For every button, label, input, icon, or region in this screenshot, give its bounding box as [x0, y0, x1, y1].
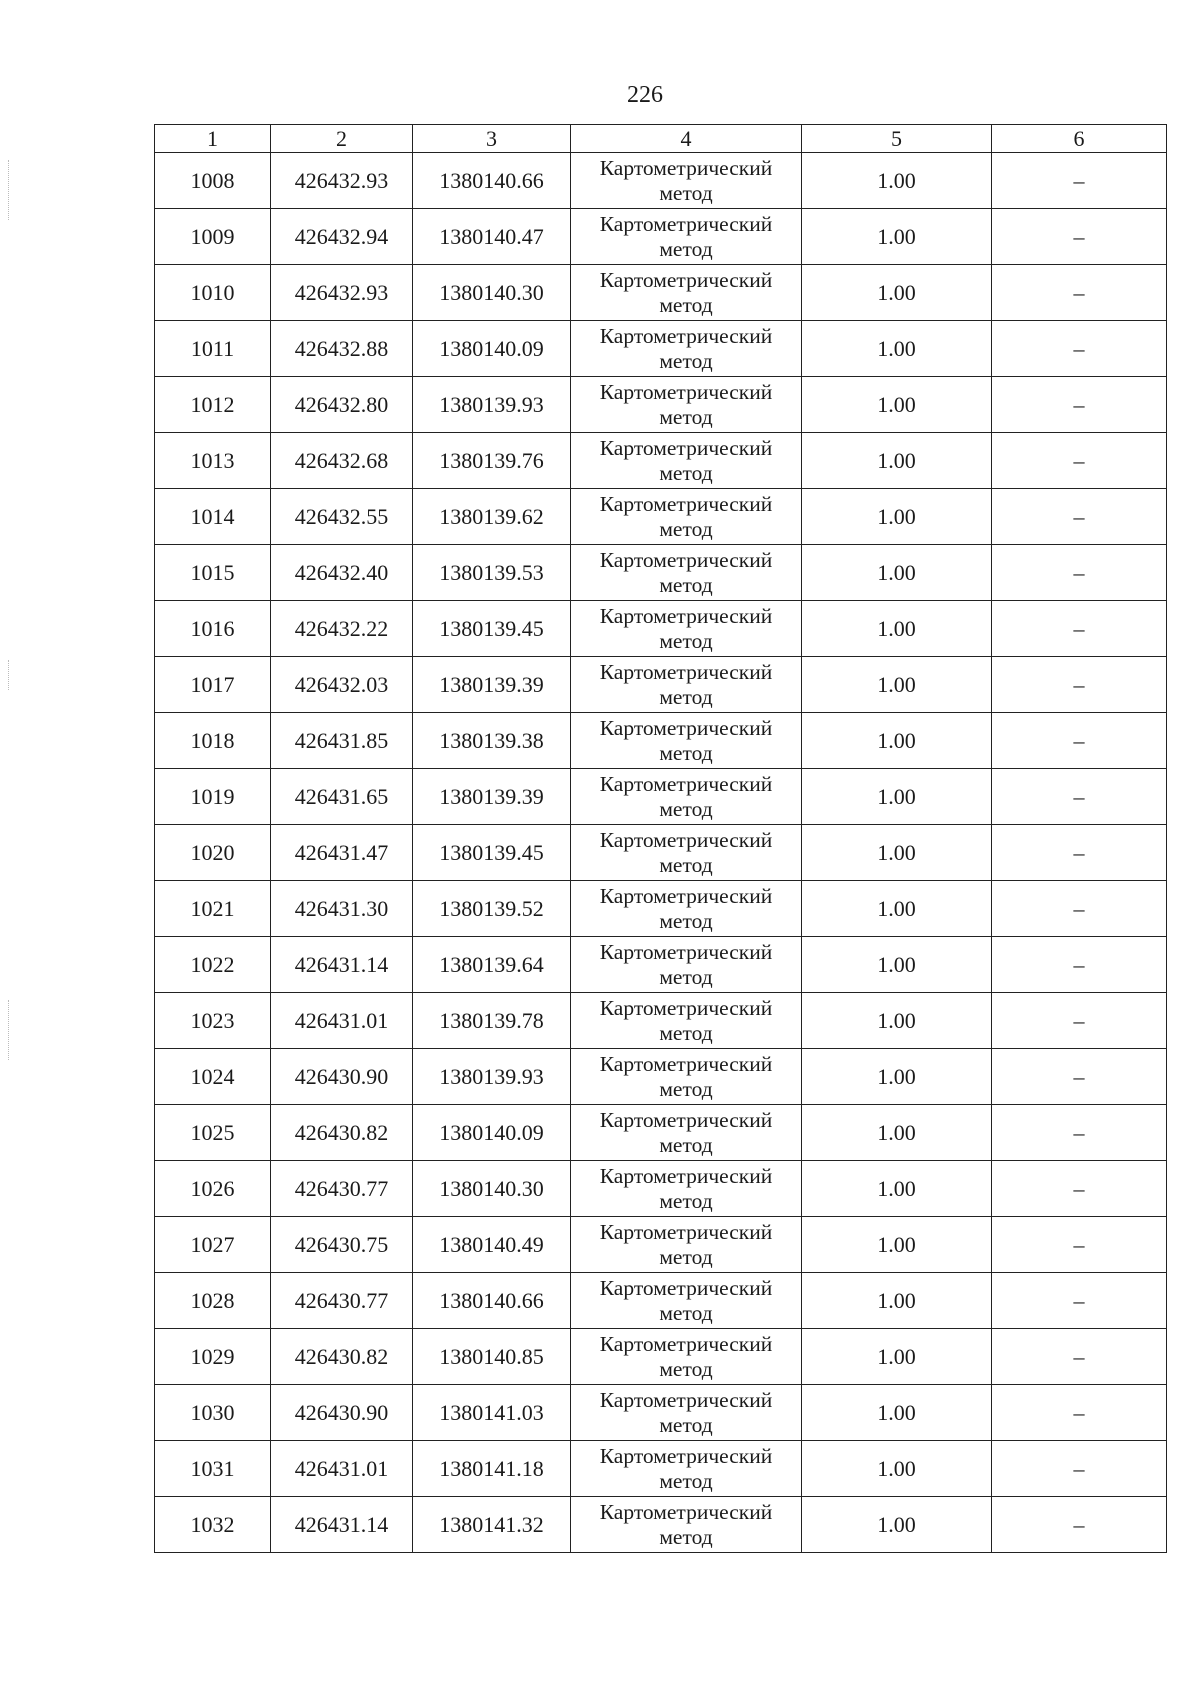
coordinate-y-cell: 1380140.66 — [413, 1273, 571, 1329]
method-line-1: Картометрический — [599, 267, 773, 292]
method-line-1: Картометрический — [599, 715, 773, 740]
point-number-cell: 1016 — [155, 601, 271, 657]
note-cell: – — [992, 1273, 1167, 1329]
point-number-cell: 1014 — [155, 489, 271, 545]
method-line-1: Картометрический — [599, 603, 773, 628]
coordinate-y-cell: 1380141.03 — [413, 1385, 571, 1441]
table-row — [155, 993, 1167, 1049]
method-line-2: метод — [659, 1132, 713, 1157]
method-line-1: Картометрический — [599, 379, 773, 404]
coordinate-x-cell: 426430.77 — [271, 1161, 413, 1217]
note-cell: – — [992, 209, 1167, 265]
coordinate-y-cell: 1380140.47 — [413, 209, 571, 265]
point-number-cell: 1013 — [155, 433, 271, 489]
note-cell: – — [992, 1385, 1167, 1441]
point-number-cell: 1031 — [155, 1441, 271, 1497]
point-number-cell: 1018 — [155, 713, 271, 769]
table-row — [155, 1385, 1167, 1441]
coordinate-x-cell: 426431.14 — [271, 1497, 413, 1553]
coordinate-y-cell: 1380140.09 — [413, 1105, 571, 1161]
method-line-1: Картометрический — [599, 1275, 773, 1300]
accuracy-cell: 1.00 — [802, 1049, 992, 1105]
coordinate-x-cell: 426432.93 — [271, 265, 413, 321]
method-line-1: Картометрический — [599, 547, 773, 572]
table-row — [155, 1049, 1167, 1105]
coordinate-x-cell: 426430.82 — [271, 1105, 413, 1161]
method-line-1: Картометрический — [599, 883, 773, 908]
accuracy-cell: 1.00 — [802, 769, 992, 825]
method-cell — [571, 433, 802, 489]
coordinate-y-cell: 1380140.85 — [413, 1329, 571, 1385]
method-cell — [571, 321, 802, 377]
method-cell — [571, 1161, 802, 1217]
accuracy-cell: 1.00 — [802, 1273, 992, 1329]
method-line-2: метод — [659, 1020, 713, 1045]
column-header: 6 — [992, 125, 1167, 153]
table-row — [155, 601, 1167, 657]
accuracy-cell: 1.00 — [802, 1105, 992, 1161]
method-cell — [571, 209, 802, 265]
method-line-2: метод — [659, 1412, 713, 1437]
coordinate-y-cell: 1380139.93 — [413, 377, 571, 433]
method-line-2: метод — [659, 348, 713, 373]
table-row — [155, 153, 1167, 209]
point-number-cell: 1021 — [155, 881, 271, 937]
table-row — [155, 1441, 1167, 1497]
method-cell — [571, 265, 802, 321]
method-line-2: метод — [659, 236, 713, 261]
accuracy-cell: 1.00 — [802, 377, 992, 433]
method-line-2: метод — [659, 404, 713, 429]
point-number-cell: 1009 — [155, 209, 271, 265]
column-number-row — [155, 125, 1167, 153]
method-line-2: метод — [659, 1076, 713, 1101]
method-line-2: метод — [659, 516, 713, 541]
method-line-1: Картометрический — [599, 155, 773, 180]
method-line-2: метод — [659, 1524, 713, 1549]
coordinate-y-cell: 1380139.38 — [413, 713, 571, 769]
note-cell: – — [992, 153, 1167, 209]
accuracy-cell: 1.00 — [802, 1161, 992, 1217]
point-number-cell: 1011 — [155, 321, 271, 377]
column-header: 1 — [155, 125, 271, 153]
coordinate-x-cell: 426430.90 — [271, 1049, 413, 1105]
coordinate-x-cell: 426431.01 — [271, 1441, 413, 1497]
accuracy-cell: 1.00 — [802, 825, 992, 881]
method-line-2: метод — [659, 852, 713, 877]
point-number-cell: 1028 — [155, 1273, 271, 1329]
method-line-1: Картометрический — [599, 939, 773, 964]
point-number-cell: 1020 — [155, 825, 271, 881]
method-cell — [571, 937, 802, 993]
note-cell: – — [992, 265, 1167, 321]
method-line-1: Картометрический — [599, 1387, 773, 1412]
method-cell — [571, 1329, 802, 1385]
coordinate-x-cell: 426430.75 — [271, 1217, 413, 1273]
scan-margin-mark — [8, 1000, 11, 1060]
coordinate-y-cell: 1380139.45 — [413, 601, 571, 657]
coordinate-x-cell: 426432.88 — [271, 321, 413, 377]
point-number-cell: 1027 — [155, 1217, 271, 1273]
accuracy-cell: 1.00 — [802, 937, 992, 993]
table-row — [155, 1329, 1167, 1385]
method-cell — [571, 545, 802, 601]
coordinate-y-cell: 1380139.64 — [413, 937, 571, 993]
coordinate-y-cell: 1380139.39 — [413, 657, 571, 713]
note-cell: – — [992, 1441, 1167, 1497]
method-cell — [571, 1385, 802, 1441]
method-cell — [571, 377, 802, 433]
method-cell — [571, 489, 802, 545]
note-cell: – — [992, 545, 1167, 601]
method-line-1: Картометрический — [599, 1163, 773, 1188]
accuracy-cell: 1.00 — [802, 321, 992, 377]
method-line-2: метод — [659, 1468, 713, 1493]
note-cell: – — [992, 1049, 1167, 1105]
method-line-2: метод — [659, 964, 713, 989]
accuracy-cell: 1.00 — [802, 1441, 992, 1497]
table-row — [155, 489, 1167, 545]
page-number: 226 — [627, 82, 663, 108]
note-cell: – — [992, 657, 1167, 713]
accuracy-cell: 1.00 — [802, 1217, 992, 1273]
coordinate-y-cell: 1380141.18 — [413, 1441, 571, 1497]
point-number-cell: 1025 — [155, 1105, 271, 1161]
method-line-2: метод — [659, 628, 713, 653]
note-cell: – — [992, 713, 1167, 769]
table-row — [155, 657, 1167, 713]
note-cell: – — [992, 769, 1167, 825]
accuracy-cell: 1.00 — [802, 1329, 992, 1385]
coordinate-y-cell: 1380140.30 — [413, 1161, 571, 1217]
accuracy-cell: 1.00 — [802, 1385, 992, 1441]
coordinate-y-cell: 1380139.78 — [413, 993, 571, 1049]
note-cell: – — [992, 489, 1167, 545]
method-line-1: Картометрический — [599, 1051, 773, 1076]
accuracy-cell: 1.00 — [802, 433, 992, 489]
method-line-2: метод — [659, 1188, 713, 1213]
method-line-2: метод — [659, 460, 713, 485]
table-row — [155, 1497, 1167, 1553]
note-cell: – — [992, 825, 1167, 881]
table-row — [155, 265, 1167, 321]
method-line-1: Картометрический — [599, 827, 773, 852]
method-cell — [571, 1273, 802, 1329]
coordinate-y-cell: 1380140.30 — [413, 265, 571, 321]
coordinate-x-cell: 426430.90 — [271, 1385, 413, 1441]
note-cell: – — [992, 601, 1167, 657]
method-line-1: Картометрический — [599, 1331, 773, 1356]
table-row — [155, 937, 1167, 993]
accuracy-cell: 1.00 — [802, 657, 992, 713]
table-row — [155, 377, 1167, 433]
method-cell — [571, 153, 802, 209]
coordinate-x-cell: 426431.85 — [271, 713, 413, 769]
coordinate-y-cell: 1380140.09 — [413, 321, 571, 377]
method-line-2: метод — [659, 292, 713, 317]
table-row — [155, 1105, 1167, 1161]
point-number-cell: 1010 — [155, 265, 271, 321]
column-header: 3 — [413, 125, 571, 153]
method-line-2: метод — [659, 796, 713, 821]
method-cell — [571, 1049, 802, 1105]
coordinate-x-cell: 426432.93 — [271, 153, 413, 209]
note-cell: – — [992, 377, 1167, 433]
point-number-cell: 1008 — [155, 153, 271, 209]
coordinate-y-cell: 1380141.32 — [413, 1497, 571, 1553]
method-line-1: Картометрический — [599, 771, 773, 796]
coordinate-y-cell: 1380140.49 — [413, 1217, 571, 1273]
coordinate-x-cell: 426432.68 — [271, 433, 413, 489]
point-number-cell: 1029 — [155, 1329, 271, 1385]
note-cell: – — [992, 321, 1167, 377]
accuracy-cell: 1.00 — [802, 545, 992, 601]
accuracy-cell: 1.00 — [802, 489, 992, 545]
point-number-cell: 1024 — [155, 1049, 271, 1105]
point-number-cell: 1032 — [155, 1497, 271, 1553]
method-line-2: метод — [659, 908, 713, 933]
coordinate-y-cell: 1380139.45 — [413, 825, 571, 881]
method-cell — [571, 1441, 802, 1497]
method-line-1: Картометрический — [599, 1107, 773, 1132]
note-cell: – — [992, 1497, 1167, 1553]
table-row — [155, 1217, 1167, 1273]
method-line-2: метод — [659, 180, 713, 205]
method-line-2: метод — [659, 572, 713, 597]
method-cell — [571, 993, 802, 1049]
accuracy-cell: 1.00 — [802, 1497, 992, 1553]
method-line-1: Картометрический — [599, 491, 773, 516]
method-cell — [571, 1217, 802, 1273]
method-cell — [571, 825, 802, 881]
note-cell: – — [992, 993, 1167, 1049]
coordinate-y-cell: 1380139.52 — [413, 881, 571, 937]
point-number-cell: 1019 — [155, 769, 271, 825]
method-line-2: метод — [659, 1300, 713, 1325]
coordinate-x-cell: 426432.80 — [271, 377, 413, 433]
table-row — [155, 433, 1167, 489]
coordinate-y-cell: 1380139.39 — [413, 769, 571, 825]
point-number-cell: 1017 — [155, 657, 271, 713]
method-line-2: метод — [659, 1244, 713, 1269]
table-row — [155, 713, 1167, 769]
coordinate-x-cell: 426432.03 — [271, 657, 413, 713]
note-cell: – — [992, 1217, 1167, 1273]
method-cell — [571, 713, 802, 769]
method-cell — [571, 769, 802, 825]
table-row — [155, 769, 1167, 825]
method-line-1: Картометрический — [599, 659, 773, 684]
method-line-1: Картометрический — [599, 323, 773, 348]
method-line-1: Картометрический — [599, 435, 773, 460]
coordinates-table — [154, 124, 1167, 1553]
accuracy-cell: 1.00 — [802, 713, 992, 769]
method-line-1: Картометрический — [599, 1219, 773, 1244]
coordinate-y-cell: 1380139.53 — [413, 545, 571, 601]
point-number-cell: 1015 — [155, 545, 271, 601]
table-row — [155, 1161, 1167, 1217]
note-cell: – — [992, 433, 1167, 489]
coordinate-x-cell: 426432.55 — [271, 489, 413, 545]
scan-margin-mark — [8, 160, 11, 220]
point-number-cell: 1023 — [155, 993, 271, 1049]
table-row — [155, 209, 1167, 265]
coordinate-y-cell: 1380139.62 — [413, 489, 571, 545]
table-row — [155, 1273, 1167, 1329]
coordinate-x-cell: 426431.14 — [271, 937, 413, 993]
accuracy-cell: 1.00 — [802, 153, 992, 209]
table-row — [155, 545, 1167, 601]
point-number-cell: 1022 — [155, 937, 271, 993]
accuracy-cell: 1.00 — [802, 993, 992, 1049]
method-line-1: Картометрический — [599, 1443, 773, 1468]
method-line-2: метод — [659, 1356, 713, 1381]
column-header: 2 — [271, 125, 413, 153]
method-cell — [571, 1497, 802, 1553]
coordinate-x-cell: 426430.82 — [271, 1329, 413, 1385]
method-line-1: Картометрический — [599, 995, 773, 1020]
coordinate-x-cell: 426432.40 — [271, 545, 413, 601]
method-cell — [571, 1105, 802, 1161]
point-number-cell: 1030 — [155, 1385, 271, 1441]
note-cell: – — [992, 1105, 1167, 1161]
column-header: 5 — [802, 125, 992, 153]
method-cell — [571, 881, 802, 937]
table-row — [155, 825, 1167, 881]
note-cell: – — [992, 1329, 1167, 1385]
coordinate-y-cell: 1380139.93 — [413, 1049, 571, 1105]
accuracy-cell: 1.00 — [802, 209, 992, 265]
column-header: 4 — [571, 125, 802, 153]
point-number-cell: 1026 — [155, 1161, 271, 1217]
accuracy-cell: 1.00 — [802, 265, 992, 321]
method-line-2: метод — [659, 684, 713, 709]
scan-margin-mark — [8, 660, 11, 690]
coordinate-y-cell: 1380140.66 — [413, 153, 571, 209]
method-line-2: метод — [659, 740, 713, 765]
method-line-1: Картометрический — [599, 211, 773, 236]
accuracy-cell: 1.00 — [802, 601, 992, 657]
point-number-cell: 1012 — [155, 377, 271, 433]
table-row — [155, 881, 1167, 937]
coordinate-x-cell: 426431.30 — [271, 881, 413, 937]
table-body — [155, 153, 1167, 1553]
coordinate-x-cell: 426432.22 — [271, 601, 413, 657]
coordinate-x-cell: 426431.01 — [271, 993, 413, 1049]
method-line-1: Картометрический — [599, 1499, 773, 1524]
coordinate-x-cell: 426432.94 — [271, 209, 413, 265]
coordinate-y-cell: 1380139.76 — [413, 433, 571, 489]
method-cell — [571, 657, 802, 713]
note-cell: – — [992, 1161, 1167, 1217]
method-cell — [571, 601, 802, 657]
table-row — [155, 321, 1167, 377]
coordinate-x-cell: 426431.47 — [271, 825, 413, 881]
note-cell: – — [992, 881, 1167, 937]
coordinate-x-cell: 426430.77 — [271, 1273, 413, 1329]
accuracy-cell: 1.00 — [802, 881, 992, 937]
coordinate-x-cell: 426431.65 — [271, 769, 413, 825]
note-cell: – — [992, 937, 1167, 993]
